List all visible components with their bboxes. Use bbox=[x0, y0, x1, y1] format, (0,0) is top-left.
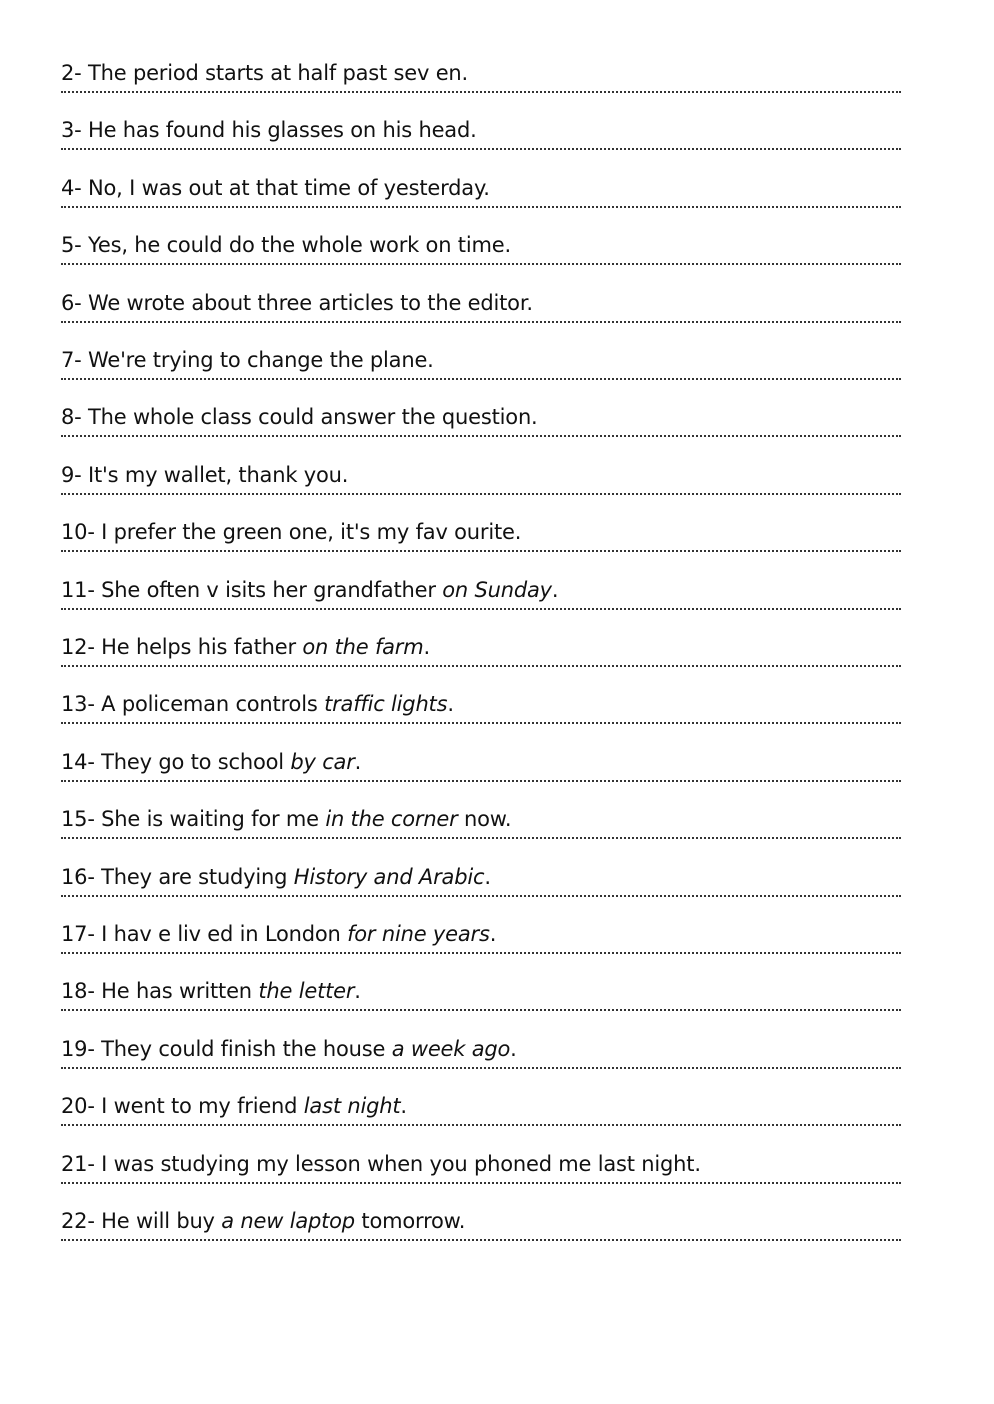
exercise-sentence bbox=[61, 1091, 407, 1121]
exercise-item bbox=[61, 517, 901, 574]
underlined-phrase: on the farm bbox=[302, 635, 424, 659]
exercise-sentence bbox=[61, 632, 430, 662]
sentence-text: . bbox=[489, 922, 497, 946]
sentence-text: 9- It's my wallet, thank you. bbox=[61, 462, 349, 487]
underlined-phrase: last night bbox=[303, 1094, 401, 1119]
sentence-text: 3- He has found his glasses on his head. bbox=[61, 118, 477, 143]
sentence-text: 12- He helps his father bbox=[61, 635, 303, 659]
answer-line[interactable] bbox=[61, 91, 901, 93]
answer-line[interactable] bbox=[61, 263, 901, 265]
exercise-sentence bbox=[61, 115, 477, 145]
sentence-text: 6- We wrote about three articles to the editor. bbox=[61, 290, 533, 315]
answer-line[interactable] bbox=[61, 378, 901, 380]
exercise-item bbox=[61, 230, 901, 287]
exercise-item bbox=[61, 1034, 901, 1091]
exercise-item bbox=[61, 862, 901, 919]
sentence-text: . bbox=[423, 635, 430, 659]
exercise-item bbox=[61, 632, 901, 689]
exercise-item bbox=[61, 173, 901, 230]
answer-line[interactable] bbox=[61, 837, 901, 839]
exercise-item bbox=[61, 1149, 901, 1206]
exercise-sentence bbox=[61, 288, 533, 318]
exercise-sentence bbox=[61, 1206, 465, 1236]
exercise-item bbox=[61, 460, 901, 517]
exercise-item bbox=[61, 345, 901, 402]
sentence-text: 11- She often v isits her grandfather bbox=[61, 577, 443, 602]
exercise-item bbox=[61, 689, 901, 746]
sentence-text: 20- I went to my friend bbox=[61, 1094, 304, 1119]
underlined-phrase: on Sunday bbox=[442, 577, 552, 602]
sentence-text: 7- We're trying to change the plane. bbox=[61, 348, 434, 372]
exercise-item bbox=[61, 747, 901, 804]
exercise-sentence bbox=[61, 402, 538, 432]
sentence-text: 4- No, I was out at that time of yesterday. bbox=[61, 175, 490, 200]
sentence-text: 21- I was studying my lesson when you phoned me last night. bbox=[61, 1151, 701, 1176]
sentence-text: 22- He will buy bbox=[61, 1209, 222, 1233]
exercise-sentence bbox=[61, 173, 490, 203]
underlined-phrase: in the corner bbox=[325, 807, 458, 832]
underlined-phrase: by car bbox=[290, 749, 355, 774]
sentence-text: . bbox=[354, 749, 362, 774]
sentence-text: . bbox=[354, 979, 361, 1004]
sentence-text: 14- They go to school bbox=[61, 749, 291, 774]
exercise-item bbox=[61, 575, 901, 632]
exercise-sentence bbox=[61, 862, 491, 892]
answer-line[interactable] bbox=[61, 665, 901, 667]
sentence-text: now. bbox=[457, 807, 512, 832]
sentence-text: . bbox=[400, 1094, 407, 1119]
sentence-text: . bbox=[484, 864, 491, 889]
exercise-item bbox=[61, 919, 901, 976]
underlined-phrase: a week ago bbox=[391, 1036, 511, 1061]
answer-line[interactable] bbox=[61, 321, 901, 323]
answer-line[interactable] bbox=[61, 722, 901, 724]
answer-line[interactable] bbox=[61, 1067, 901, 1069]
sentence-text: 15- She is waiting for me bbox=[61, 807, 326, 832]
answer-line[interactable] bbox=[61, 952, 901, 954]
answer-line[interactable] bbox=[61, 608, 901, 610]
sentence-text: 8- The whole class could answer the question. bbox=[61, 405, 538, 430]
underlined-phrase: traffic lights bbox=[324, 692, 448, 717]
exercise-sentence bbox=[61, 976, 361, 1006]
exercise-item bbox=[61, 58, 901, 115]
exercise-sentence bbox=[61, 689, 454, 719]
exercise-sentence bbox=[61, 345, 434, 375]
exercise-sentence bbox=[61, 804, 511, 834]
sentence-text: 16- They are studying bbox=[61, 864, 294, 889]
exercise-item bbox=[61, 288, 901, 345]
answer-line[interactable] bbox=[61, 550, 901, 552]
exercise-sentence bbox=[61, 460, 348, 490]
exercise-sentence bbox=[61, 58, 468, 88]
sentence-text: 5- Yes, he could do the whole work on time. bbox=[61, 233, 511, 258]
answer-line[interactable] bbox=[61, 895, 901, 897]
answer-line[interactable] bbox=[61, 1239, 901, 1241]
exercise-sentence bbox=[61, 1149, 701, 1179]
underlined-phrase: for nine years bbox=[347, 922, 490, 946]
underlined-phrase: History and Arabic bbox=[293, 864, 485, 889]
exercise-item bbox=[61, 1206, 901, 1263]
exercise-item bbox=[61, 402, 901, 459]
answer-line[interactable] bbox=[61, 780, 901, 782]
answer-line[interactable] bbox=[61, 1182, 901, 1184]
exercise-item bbox=[61, 804, 901, 861]
sentence-text: 18- He has written bbox=[61, 979, 259, 1004]
answer-line[interactable] bbox=[61, 435, 901, 437]
exercise-item bbox=[61, 1091, 901, 1148]
answer-line[interactable] bbox=[61, 1009, 901, 1011]
sentence-text: . bbox=[447, 692, 454, 717]
exercise-sentence bbox=[61, 517, 521, 547]
sentence-text: . bbox=[510, 1036, 517, 1061]
exercise-item bbox=[61, 115, 901, 172]
sentence-text: . bbox=[551, 577, 559, 602]
answer-line[interactable] bbox=[61, 206, 901, 208]
sentence-text: 13- A policeman controls bbox=[61, 692, 325, 717]
exercise-sentence bbox=[61, 1034, 517, 1064]
sentence-text: 19- They could finish the house bbox=[61, 1036, 392, 1061]
exercise-sentence bbox=[61, 919, 496, 949]
exercise-sentence bbox=[61, 747, 361, 777]
sentence-text: 2- The period starts at half past sev en. bbox=[61, 61, 469, 85]
exercise-sentence bbox=[61, 230, 511, 260]
exercise-item bbox=[61, 976, 901, 1033]
underlined-phrase: a new laptop bbox=[221, 1209, 355, 1233]
underlined-phrase: the letter bbox=[258, 979, 355, 1004]
sentence-text: 10- I prefer the green one, it's my fav ourite. bbox=[61, 520, 522, 545]
exercise-sentence bbox=[61, 575, 558, 605]
sentence-text: tomorrow. bbox=[354, 1209, 466, 1233]
answer-line[interactable] bbox=[61, 148, 901, 150]
answer-line[interactable] bbox=[61, 1124, 901, 1126]
answer-line[interactable] bbox=[61, 493, 901, 495]
sentence-text: 17- I hav e liv ed in London bbox=[61, 922, 348, 946]
